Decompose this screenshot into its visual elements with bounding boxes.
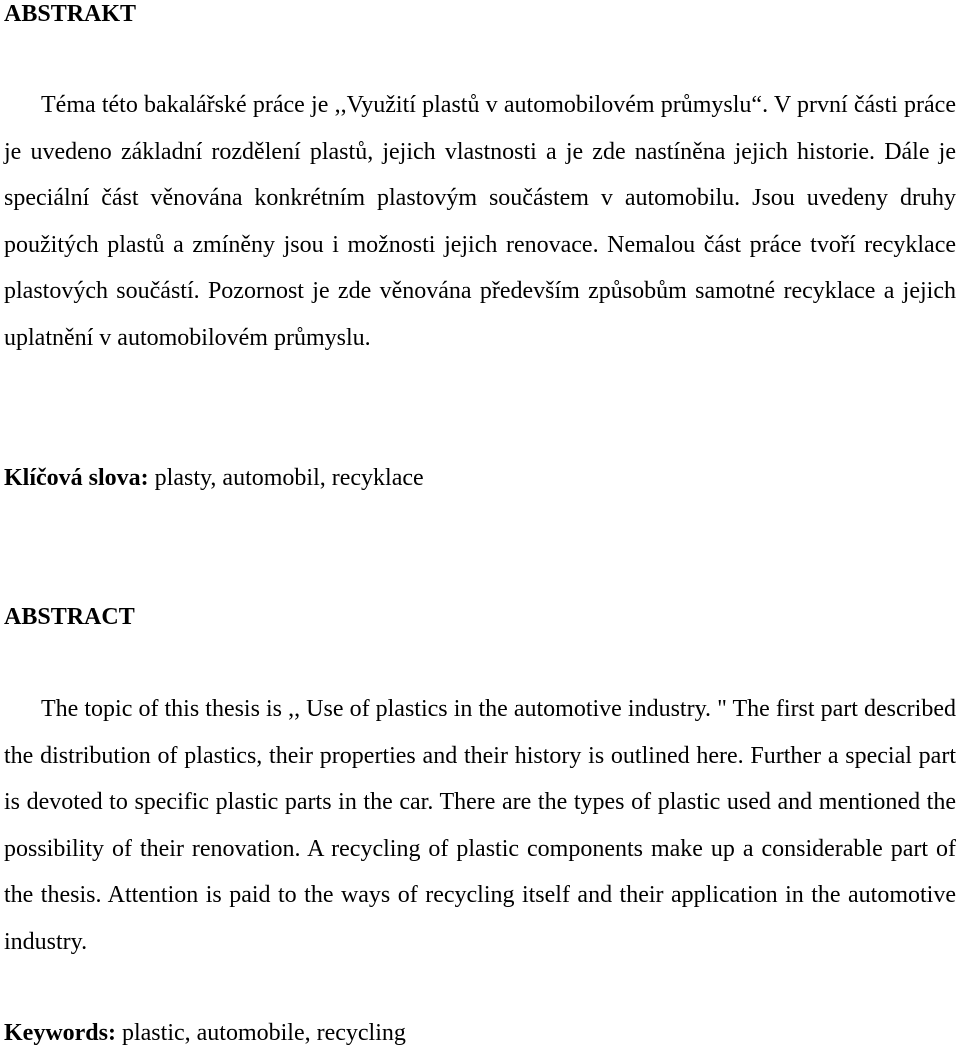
english-abstract-paragraph — [4, 686, 956, 965]
czech-abstract-paragraph — [4, 82, 956, 361]
english-keywords — [4, 1018, 406, 1048]
english-keywords-value: plastic, automobile, recycling — [121, 1020, 406, 1046]
czech-keywords-label: Klíčová slova: — [4, 465, 149, 491]
czech-keywords-value: plasty, automobil, recyklace — [154, 465, 424, 491]
english-abstract-heading: ABSTRACT — [4, 604, 135, 630]
czech-abstract-text: Téma této bakalářské práce je ,,Využití plastů v automobilovém průmyslu“. V první části práce je uvedeno základní rozdělení plastů, jejich vlastnosti a je zde nastíněna jejich historie. Dále je speciální část věnována konkrétním plastovým součástem v automobilu. Jsou uvedeny druhy použitých plastů a zmíněny jsou i možnosti jejich renovace. Nemalou část práce tvoří recyklace plastových součástí. Pozornost je zde věnována především způsobům samotné recyklace a jejich uplatnění v automobilovém průmyslu. — [4, 92, 956, 351]
czech-keywords — [4, 463, 424, 493]
czech-abstract-heading: ABSTRAKT — [4, 1, 137, 27]
english-keywords-label: Keywords: — [4, 1020, 116, 1046]
english-abstract-text: The topic of this thesis is ,, Use of plastics in the automotive industry. " The first part described the distribution of plastics, their properties and their history is outlined here. Further a special part is devoted to specific plastic parts in the car. There are the types of plastic used and mentioned the possibility of their renovation. A recycling of plastic components make up a considerable part of the thesis. Attention is paid to the ways of recycling itself and their application in the automotive industry. — [4, 696, 956, 955]
